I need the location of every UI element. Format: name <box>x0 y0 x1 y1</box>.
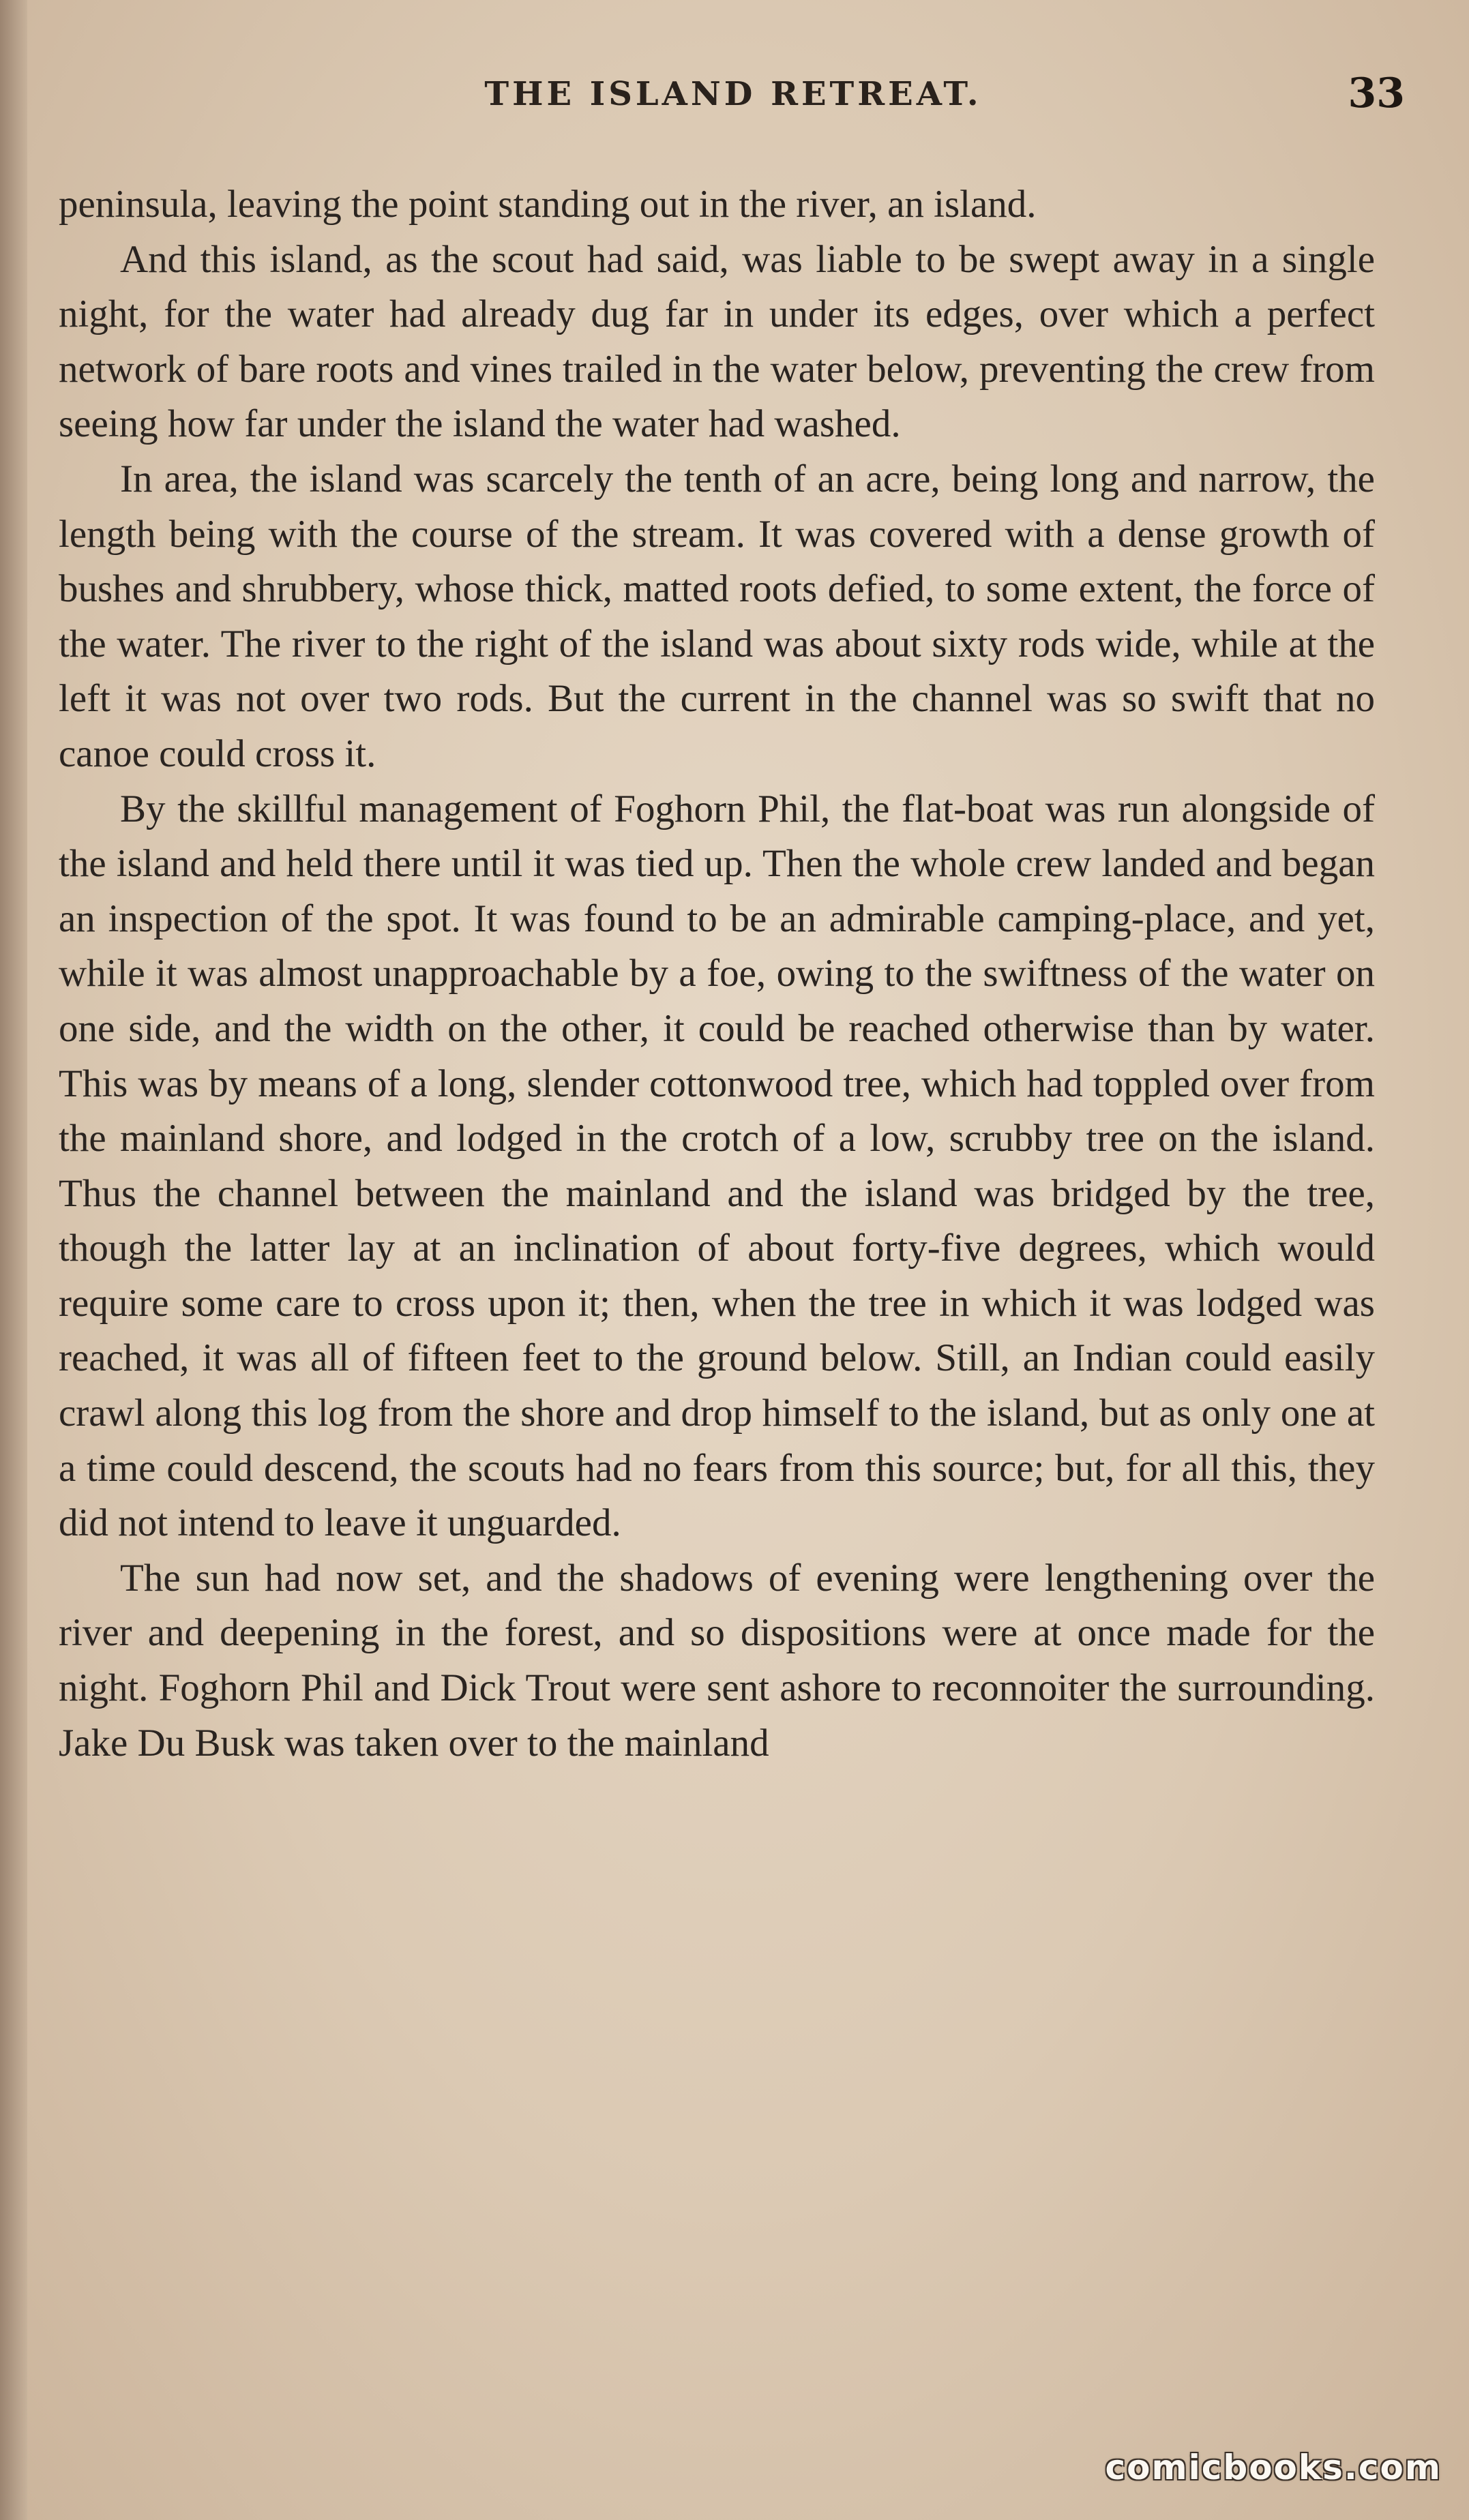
paragraph-5: The sun had now set, and the shadows of evening were lengthening over the river and deepening in the forest, and so dispositions were at once made for the night. Foghorn Phil and Dick Trout were sent ashore to reconnoiter the surrounding. Jake Du Busk was taken over to the mainland <box>59 1556 1375 1765</box>
watermark: comicbooks.com <box>1105 2448 1442 2487</box>
paragraph-4: By the skillful management of Foghorn Phil, the flat-boat was run alongside of the island and held there until it was tied up. Then the whole crew landed and began an inspection of the spot. It was found to be an admirable camping-place, and yet, while it was almost unapproachable by a foe, owing to the swiftness of the water on one side, and the width on the other, it could be reached otherwise than by water. This was by means of a long, slender cottonwood tree, which had toppled over from the mainland shore, and lodged in the crotch of a low, scrubby tree on the island. Thus the channel between the mainland and the island was bridged by the tree, though the latter lay at an inclination of about forty-five degrees, which would require some care to cross upon it; then, when the tree in which it was lodged was reached, it was all of fifteen feet to the ground below. Still, an Indian could easily crawl along this log from the shore and drop himself to the island, but as only one at a time could descend, the scouts had no fears from this source; but, for all this, they did not intend to leave it unguarded. <box>59 787 1375 1545</box>
page-header <box>55 70 1419 136</box>
page-binding-edge <box>0 0 27 2520</box>
paragraph-2: And this island, as the scout had said, was liable to be swept away in a single night, for the water had already dug far in under its edges, over which a perfect network of bare roots and vines trailed in the water below, preventing the crew from seeing how far under the island the water had washed. <box>59 237 1375 446</box>
page-number: 33 <box>1348 70 1405 117</box>
paragraph-3: In area, the island was scarcely the tenth of an acre, being long and narrow, the length being with the course of the stream. It was covered with a dense growth of bushes and shrubbery, whose thick, matted roots defied, to some extent, the force of the water. The river to the right of the island was about sixty rods wide, while at the left it was not over two rods. But the current in the channel was so swift that no canoe could cross it. <box>59 457 1375 775</box>
paragraph-1: peninsula, leaving the point standing out in the river, an island. <box>59 183 1037 226</box>
running-head: THE ISLAND RETREAT. <box>484 75 982 113</box>
body-text <box>59 177 1375 1771</box>
